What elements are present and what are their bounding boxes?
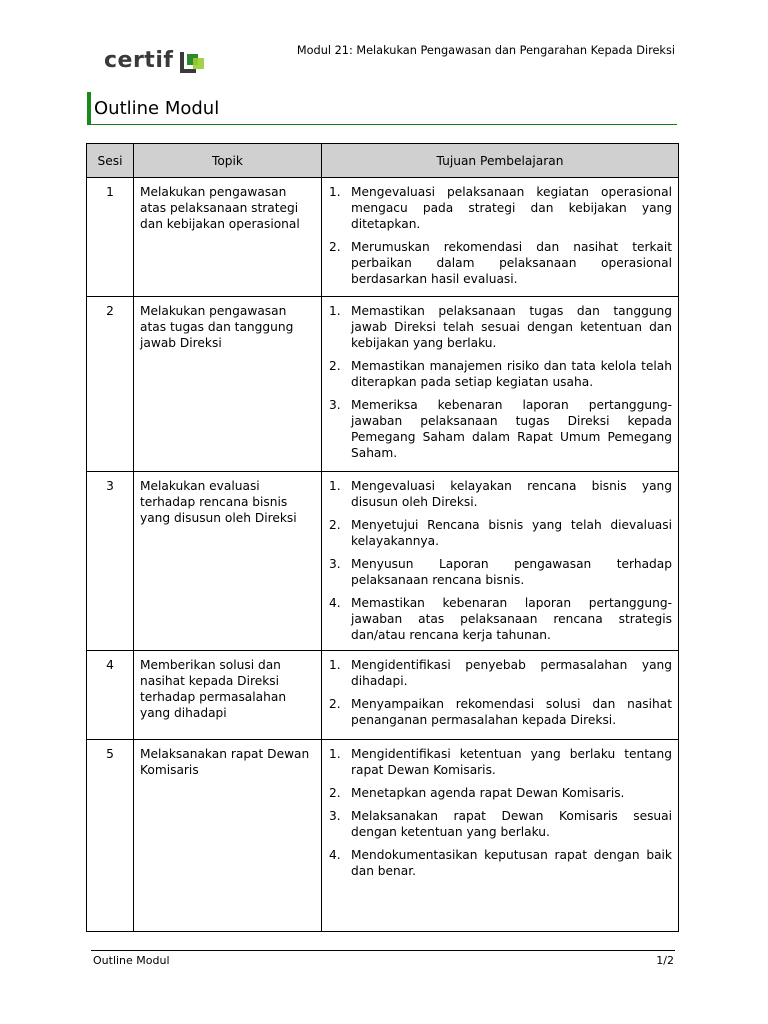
footer-divider bbox=[91, 950, 675, 951]
list-item: 1. Memastikan pelaksanaan tugas dan tanggung jawab Direksi telah sesuai dengan ketentuan dan kebijakan yang berlaku. bbox=[329, 304, 672, 350]
header-sesi: Sesi bbox=[87, 144, 134, 178]
list-item: 1. Mengidentifikasi penyebab permasalahan yang dihadapi. bbox=[329, 658, 672, 688]
sesi-cell: 2 bbox=[87, 297, 134, 472]
table-header-row bbox=[87, 144, 679, 178]
table-row bbox=[87, 740, 679, 932]
certif-logo bbox=[104, 50, 224, 78]
list-item: 3. Melaksanakan rapat Dewan Komisaris sesuai dengan ketentuan yang berlaku. bbox=[329, 809, 672, 839]
list-item: 4. Mendokumentasikan keputusan rapat dengan baik dan benar. bbox=[329, 848, 672, 878]
list-item: 2. Merumuskan rekomendasi dan nasihat terkait perbaikan dalam pelaksanaan operasional berdasarkan hasil evaluasi. bbox=[329, 240, 672, 286]
topik-cell: Memberikan solusi dan nasihat kepada Direksi terhadap permasalahan yang dihadapi bbox=[134, 651, 322, 740]
module-title: Modul 21: Melakukan Pengawasan dan Pengarahan Kepada Direksi bbox=[296, 44, 675, 57]
header-tujuan: Tujuan Pembelajaran bbox=[322, 144, 679, 178]
topik-cell: Melakukan pengawasan atas tugas dan tanggung jawab Direksi bbox=[134, 297, 322, 472]
list-item: 1. Mengevaluasi kelayakan rencana bisnis yang disusun oleh Direksi. bbox=[329, 479, 672, 509]
list-item: 4. Memastikan kebenaran laporan pertanggung-jawaban atas pelaksanaan rencana strategis dan/atau rencana kerja tahunan. bbox=[329, 596, 672, 642]
list-item: 2. Menetapkan agenda rapat Dewan Komisaris. bbox=[329, 786, 625, 800]
list-item: 3. Menyusun Laporan pengawasan terhadap pelaksanaan rencana bisnis. bbox=[329, 557, 672, 587]
outline-table bbox=[86, 143, 679, 932]
logo-text: certif bbox=[104, 48, 174, 73]
logo-mark-icon bbox=[180, 52, 212, 74]
section-heading bbox=[87, 92, 677, 125]
tujuan-cell bbox=[322, 297, 679, 472]
tujuan-cell bbox=[322, 178, 679, 297]
topik-cell: Melakukan evaluasi terhadap rencana bisnis yang disusun oleh Direksi bbox=[134, 472, 322, 651]
sesi-cell: 3 bbox=[87, 472, 134, 651]
topik-cell: Melaksanakan rapat Dewan Komisaris bbox=[134, 740, 322, 932]
header-topik: Topik bbox=[134, 144, 322, 178]
sesi-cell: 1 bbox=[87, 178, 134, 297]
footer-title: Outline Modul bbox=[93, 954, 170, 967]
tujuan-cell bbox=[322, 651, 679, 740]
list-item: 1. Mengevaluasi pelaksanaan kegiatan operasional mengacu pada strategi dan kebijakan yang ditetapkan. bbox=[329, 185, 672, 231]
section-accent-bar bbox=[87, 92, 91, 124]
table-row bbox=[87, 651, 679, 740]
list-item: 3. Memeriksa kebenaran laporan pertanggung-jawaban pelaksanaan tugas Direksi kepada Pemegang Saham dalam Rapat Umum Pemegang Saham. bbox=[329, 398, 672, 460]
table-row bbox=[87, 472, 679, 651]
topik-cell: Melakukan pengawasan atas pelaksanaan strategi dan kebijakan operasional bbox=[134, 178, 322, 297]
section-title: Outline Modul bbox=[94, 98, 220, 119]
sesi-cell: 5 bbox=[87, 740, 134, 932]
tujuan-cell bbox=[322, 740, 679, 932]
page-number: 1/2 bbox=[656, 954, 674, 967]
tujuan-cell bbox=[322, 472, 679, 651]
list-item: 2. Menyampaikan rekomendasi solusi dan nasihat penanganan permasalahan kepada Direksi. bbox=[329, 697, 672, 727]
list-item: 2. Menyetujui Rencana bisnis yang telah dievaluasi kelayakannya. bbox=[329, 518, 672, 548]
list-item: 1. Mengidentifikasi ketentuan yang berlaku tentang rapat Dewan Komisaris. bbox=[329, 747, 672, 777]
table-row bbox=[87, 178, 679, 297]
list-item: 2. Memastikan manajemen risiko dan tata kelola telah diterapkan pada setiap kegiatan usaha. bbox=[329, 359, 672, 389]
sesi-cell: 4 bbox=[87, 651, 134, 740]
table-row bbox=[87, 297, 679, 472]
